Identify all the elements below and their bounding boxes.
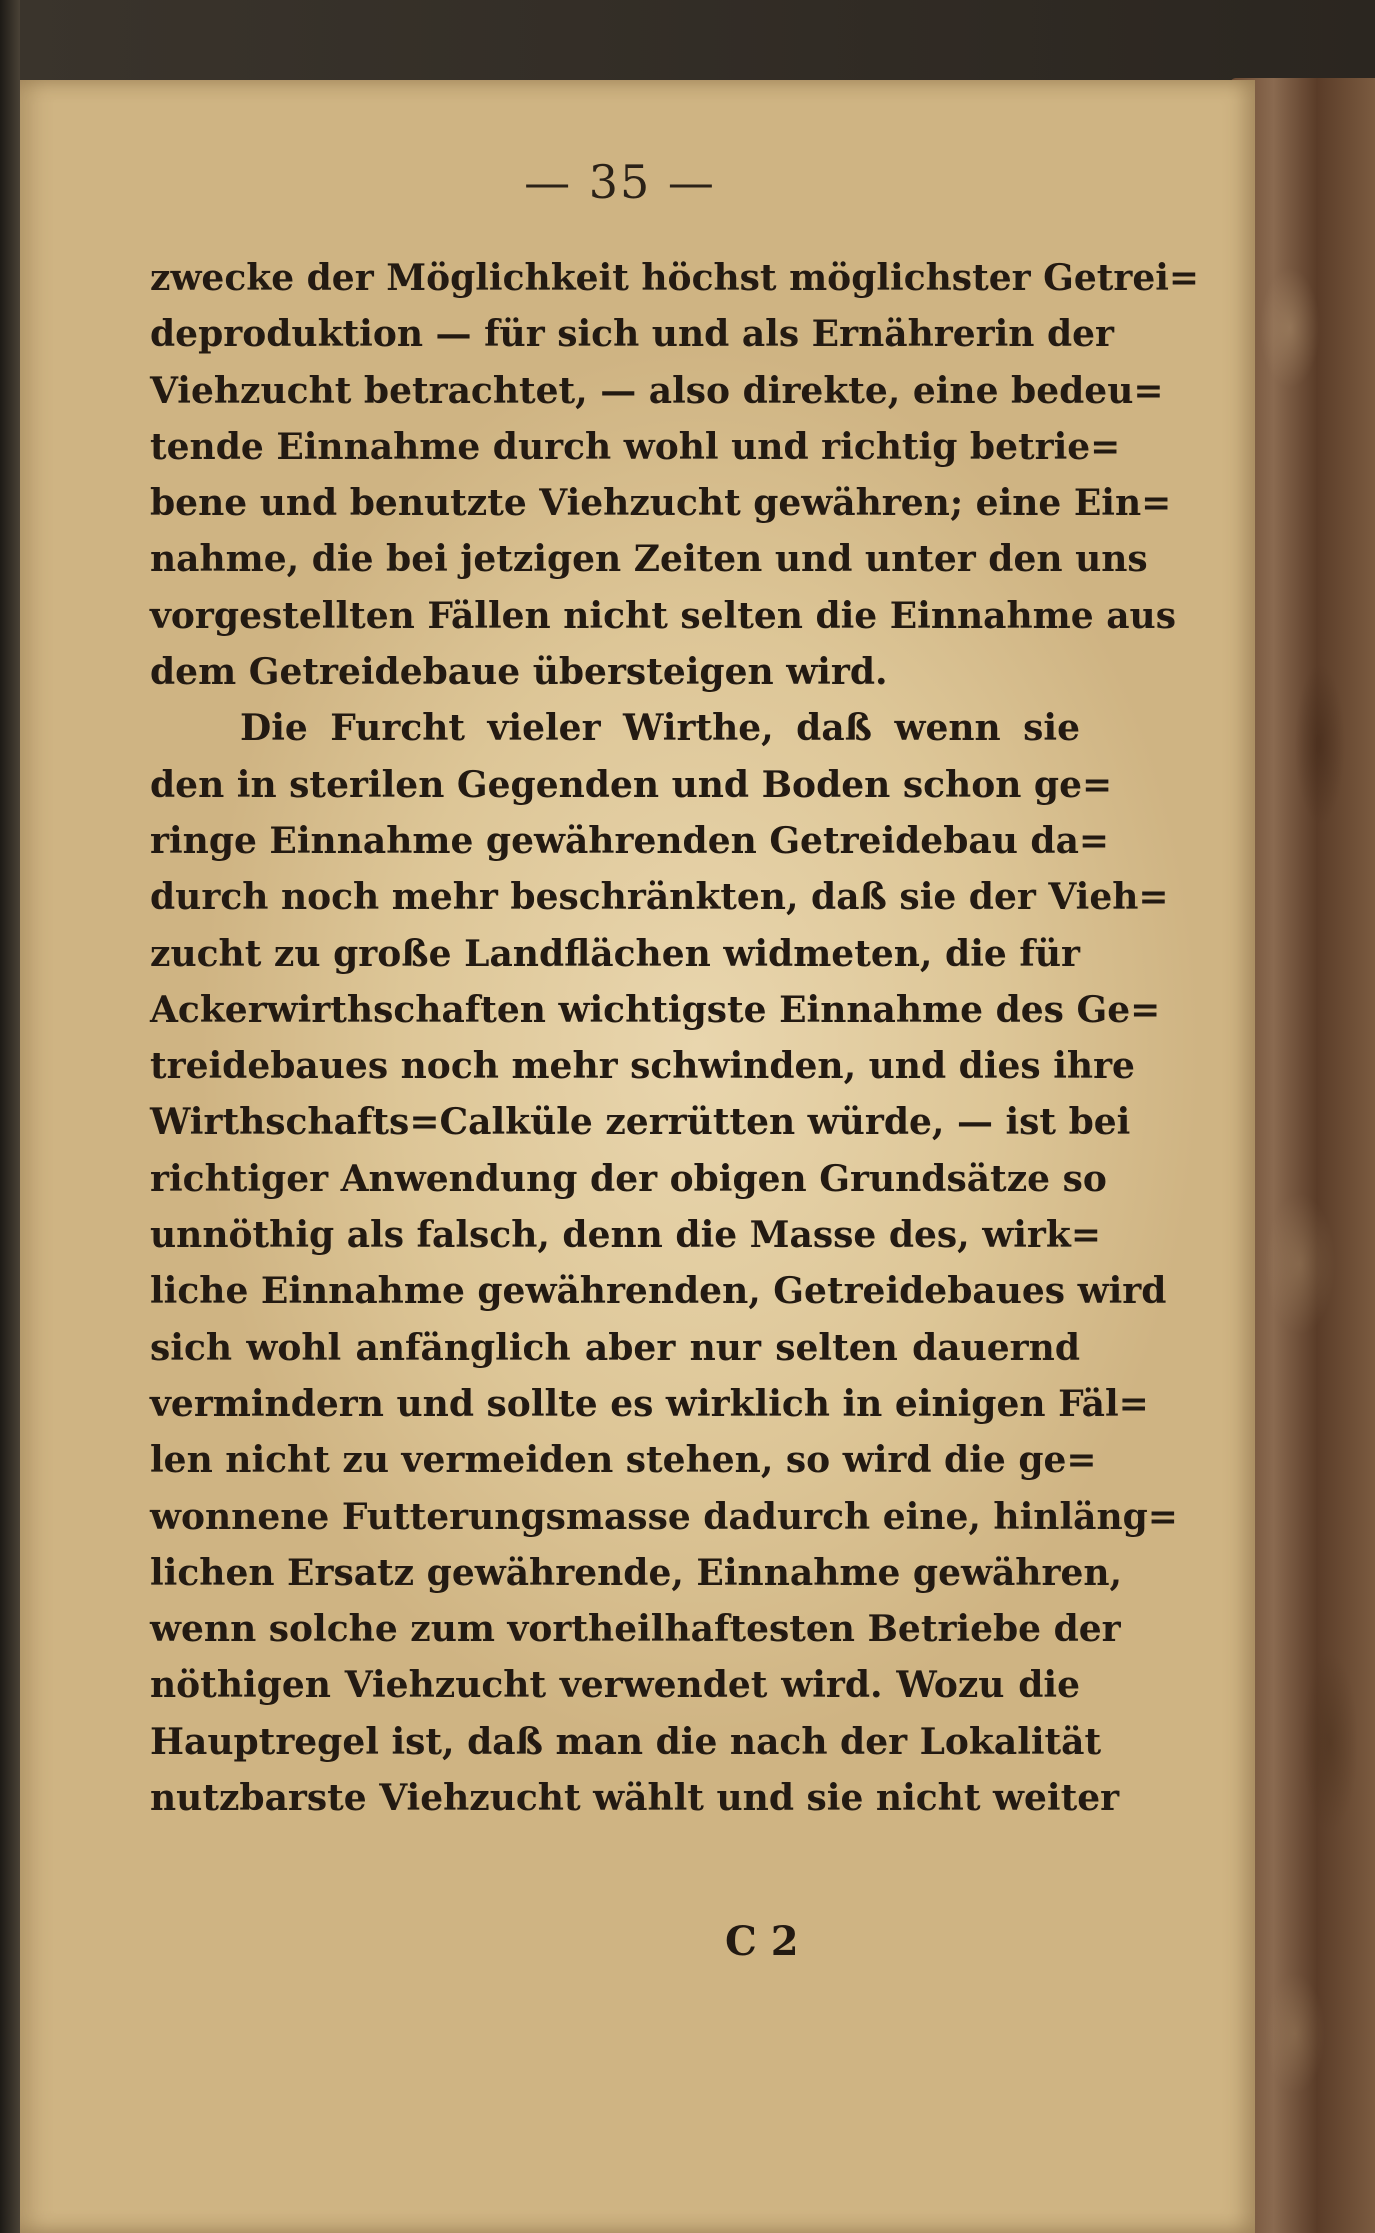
text-line: wonnene Futterungsmasse dadurch eine, hinläng= <box>150 1495 1178 1538</box>
text-line: treidebaues noch mehr schwinden, und dies ihre <box>150 1045 1135 1088</box>
text-line: nutzbarste Viehzucht wählt und sie nicht weiter <box>150 1777 1120 1820</box>
text-line: dem Getreidebaue übersteigen wird. <box>150 651 888 694</box>
text-line: len nicht zu vermeiden stehen, so wird die ge= <box>150 1439 1097 1482</box>
text-line: lichen Ersatz gewährende, Einnahme gewähren, <box>150 1551 1123 1594</box>
text-line: sich wohl anfänglich aber nur selten dauernd <box>150 1326 1080 1369</box>
text-line: deproduktion — für sich und als Ernährerin der <box>150 313 1115 356</box>
text-line: vermindern und sollte es wirklich in einigen Fäl= <box>150 1382 1149 1425</box>
text-line: zucht zu große Landflächen widmeten, die für <box>150 932 1080 975</box>
text-line: Hauptregel ist, daß man die nach der Lokalität <box>150 1720 1102 1763</box>
text-line: nöthigen Viehzucht verwendet wird. Wozu die <box>150 1664 1080 1707</box>
text-line: tende Einnahme durch wohl und richtig betrie= <box>150 425 1121 468</box>
cover-marbling <box>1260 120 1360 2200</box>
text-line: richtiger Anwendung der obigen Grundsätze so <box>150 1157 1107 1200</box>
text-line: Ackerwirthschaften wichtigste Einnahme des Ge= <box>150 988 1161 1031</box>
text-line: durch noch mehr beschränkten, daß sie der Vieh= <box>150 876 1169 919</box>
text-line: wenn solche zum vortheilhaftesten Betriebe der <box>150 1608 1121 1651</box>
text-line: liche Einnahme gewährenden, Getreidebaues wird <box>150 1270 1167 1313</box>
text-line: Viehzucht betrachtet, — also direkte, eine bedeu= <box>150 369 1164 412</box>
text-line: den in sterilen Gegenden und Boden schon ge= <box>150 763 1113 806</box>
text-line: nahme, die bei jetzigen Zeiten und unter den uns <box>150 538 1148 581</box>
text-line: zwecke der Möglichkeit höchst möglichster Getrei= <box>150 257 1200 299</box>
text-line: vorgestellten Fällen nicht selten die Einnahme aus <box>150 594 1176 637</box>
facing-page-edge <box>0 0 20 2233</box>
text-line: ringe Einnahme gewährenden Getreidebau da= <box>150 819 1110 862</box>
text-line: bene und benutzte Viehzucht gewähren; eine Ein= <box>150 482 1172 525</box>
page-body-text <box>150 250 1200 1826</box>
text-line: Wirthschafts=Calküle zerrütten würde, — ist bei <box>150 1101 1131 1144</box>
page-number-header: — 35 — <box>524 155 716 209</box>
text-line: unnöthig als falsch, denn die Masse des, wirk= <box>150 1214 1101 1257</box>
printer-signature-mark: C 2 <box>725 1918 799 1965</box>
paragraph-start-line: Die Furcht vieler Wirthe, daß wenn sie <box>240 707 1080 750</box>
